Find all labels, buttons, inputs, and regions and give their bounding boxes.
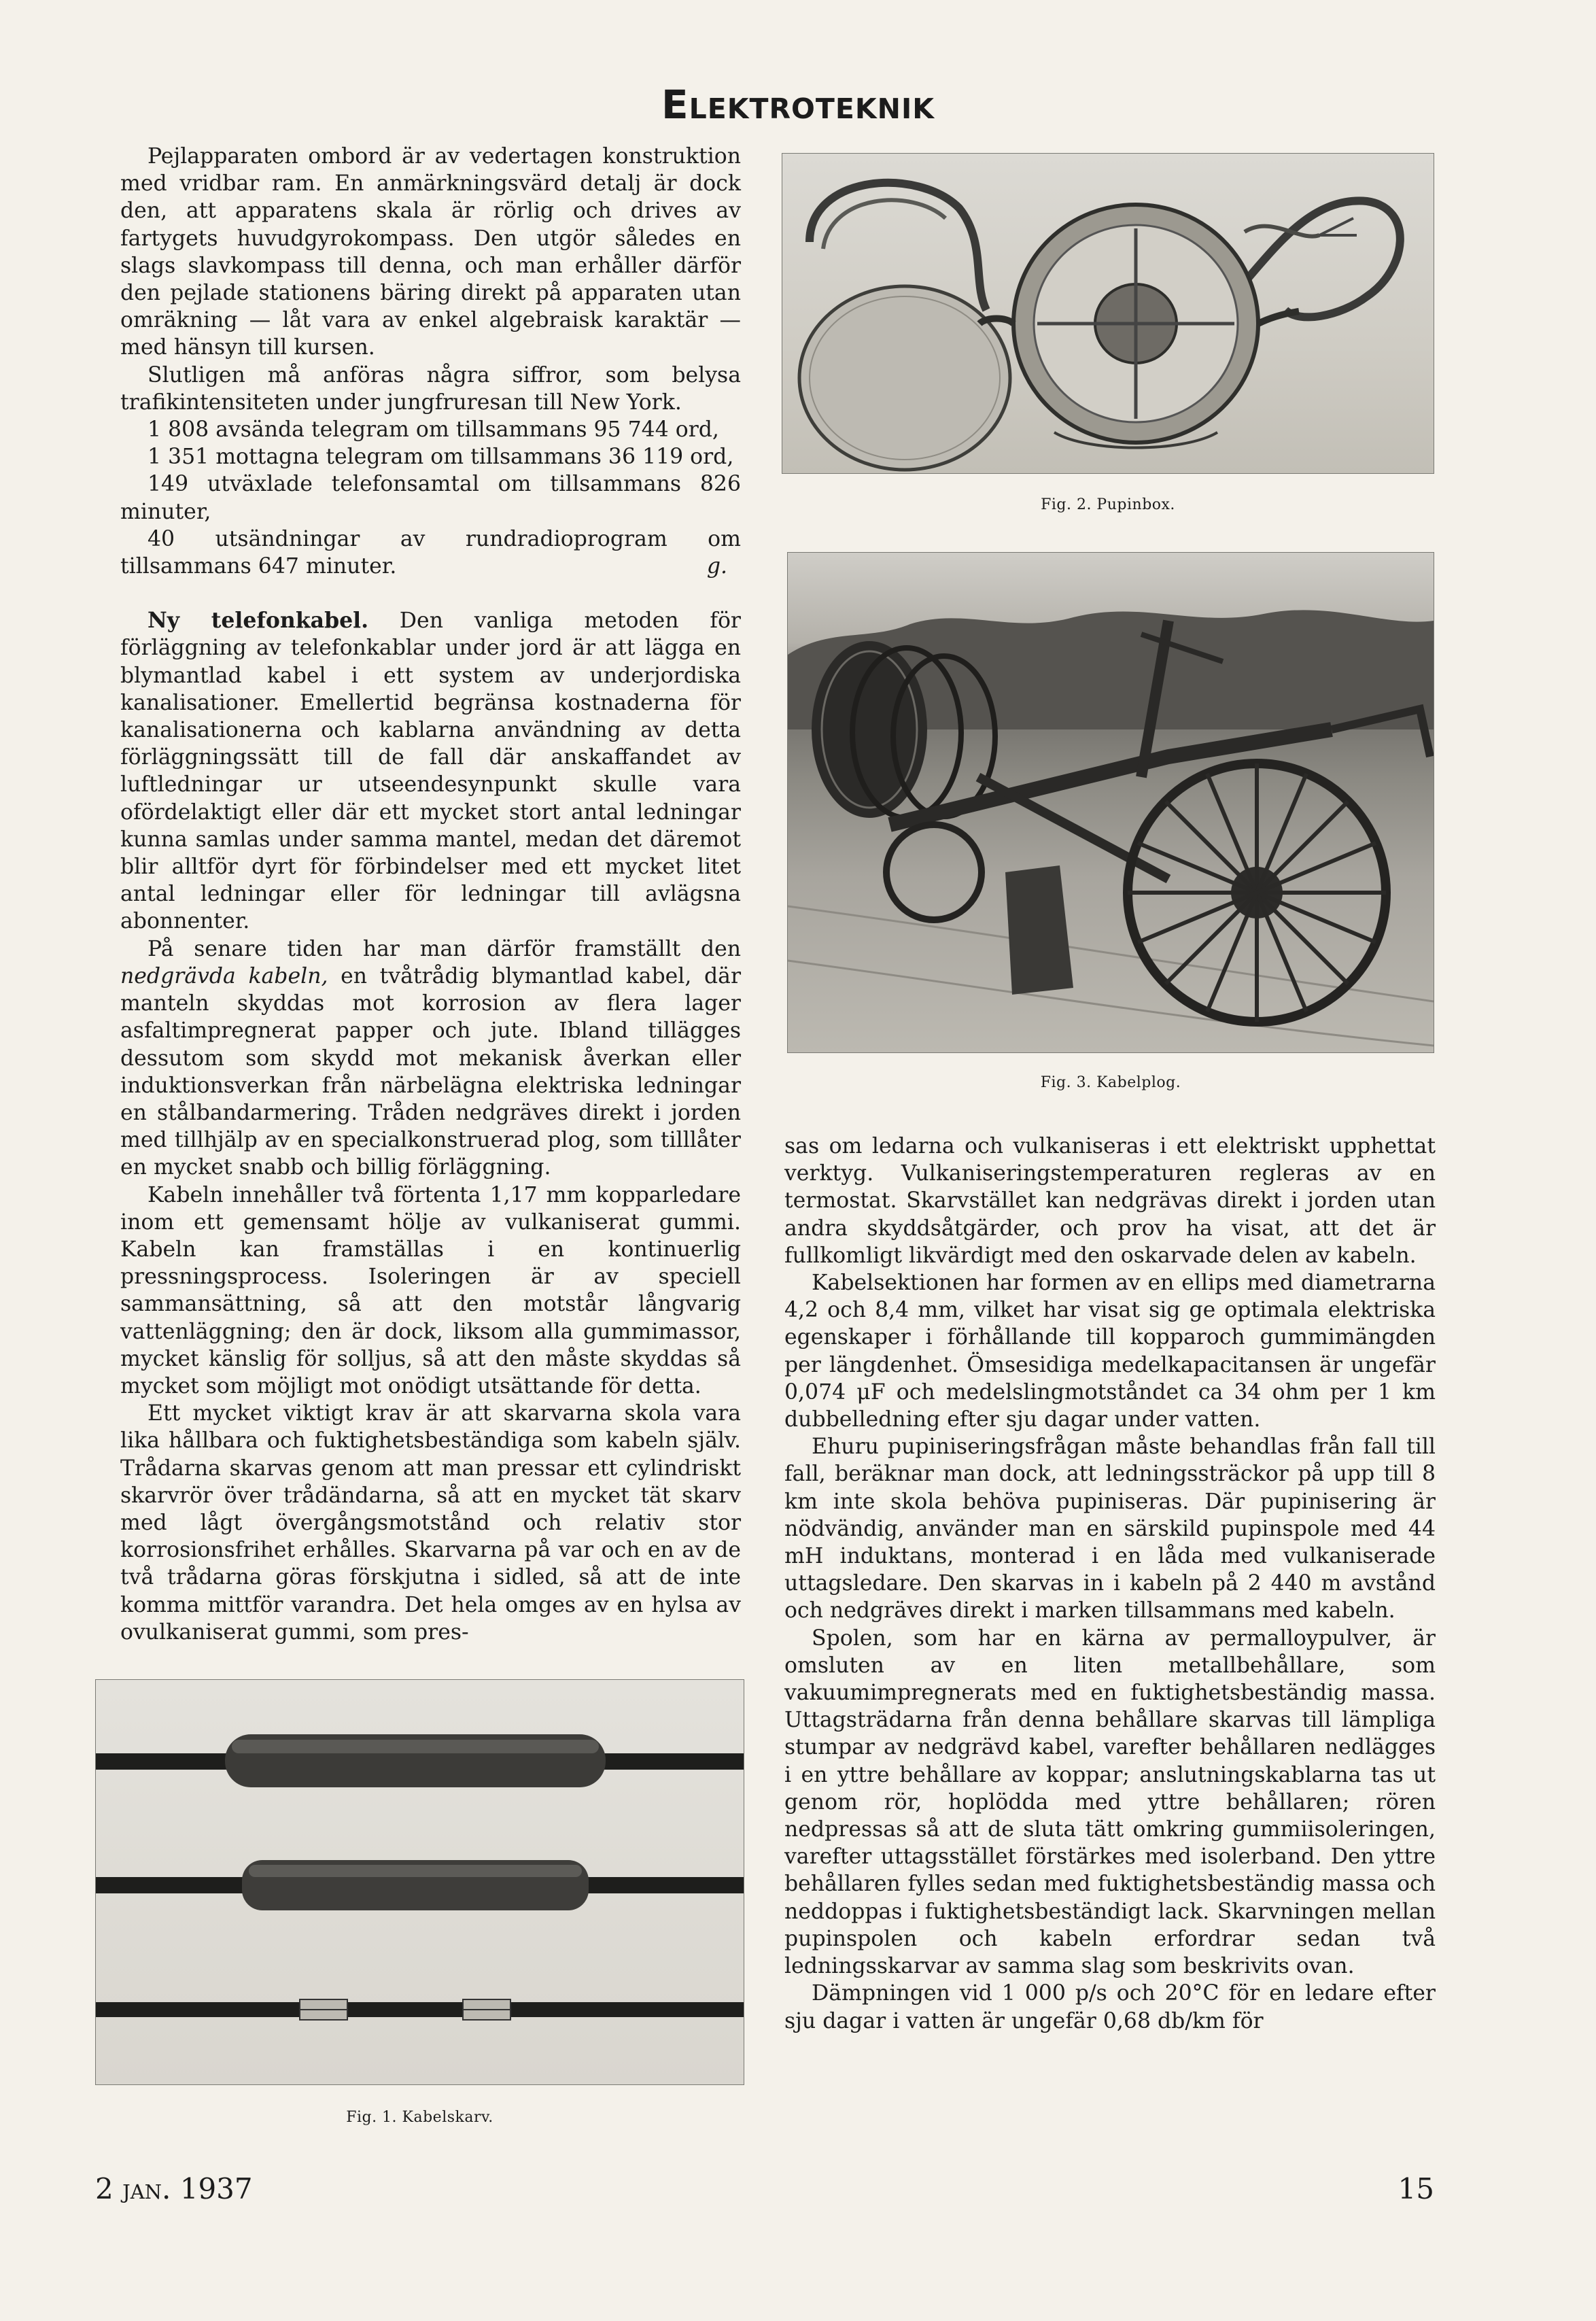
figure-pupinbox: [782, 153, 1434, 520]
stat-line-telegram-sent: 1 808 avsända telegram om tillsammans 95 744 ord,: [148, 417, 719, 443]
section-p1-text: Den vanliga metoden för förläggning av telefonkablar under jord är att lägga en blymantlad kabel i ett system av underjordiska kanalisationer. Emellertid begränsa kostnaderna för kanalisationerna och kablarna användning av detta förläggningssätt till de fall där anskaffandet av luftledningar ur utseendesynpunkt skulle vara ofördelaktigt eller där ett mycket stort antal ledningar kunna samlas under samma mantel, medan det däremot blir alltför dyrt för förbindelser med ett mycket litet antal ledningar eller för ledningar till avlägsna abonnenter.: [120, 608, 741, 934]
author-signature: g.: [706, 554, 727, 579]
header-title: Elektroteknik: [661, 82, 935, 128]
figure-kabelplog: [787, 552, 1434, 1106]
paragraph-kabelsektionen: Kabelsektionen har formen av en ellips med diametrarna 4,2 och 8,4 mm, vilket har visat sig ge optimala elektriska egenskaper i förhållande till kopparoch gummimängden per längdenhet. Ömsesidiga medelkapacitansen är ungefär 0,074 μF och medelslingmotståndet ca 34 ohm per 1 km dubbelledning efter sju dagar under vatten.: [784, 1271, 1436, 1432]
fig3-caption: Fig. 3. Kabelplog.: [1040, 1074, 1181, 1091]
figure-kabelskarv: [95, 1679, 744, 2142]
paragraph-dampningen: Dämpningen vid 1 000 p/s och 20°C för en ledare efter sju dagar i vatten är ungefär 0,68 db/km för: [784, 1981, 1436, 2033]
section-p2-before: På senare tiden har man därför framställt den: [148, 936, 741, 961]
footer-date-text: 2 jan. 1937: [95, 2172, 253, 2205]
paragraph-skarvarna: Ett mycket viktigt krav är att skarvarna skola vara lika hållbara och fuktighetsbeständiga som kabeln själv. Trådarna skarvas genom att man pressar ett cylindriskt skarvrör över trådändarna, så att en mycket tät skarv med lågt övergångsmotstånd och relativ stor korrosionsfrihet erhålles. Skarvarna på var och en av de två trådarna göras förskjutna i sidled, så att de inte komma mittför varandra. Det hela omges av en hylsa av ovulkaniserat gummi, som pres-: [120, 1401, 741, 1645]
pupinbox-drawing: [782, 154, 1434, 473]
kabelplog-drawing: [788, 553, 1434, 1052]
paragraph-pejlapparaten: Pejlapparaten ombord är av vedertagen konstruktion med vridbar ram. En anmärkningsvärd detalj är dock den, att apparatens skala är rörlig och drives av fartygets huvudgyrokompass. Den utgör således en slags slavkompass till denna, och man erhåller därför den pejlade stationens bäring direkt på apparaten utan omräkning — låt vara av enkel algebraisk karaktär — med hänsyn till kursen.: [120, 144, 741, 360]
page-header: [0, 82, 1596, 128]
stat-line-broadcasts: [120, 526, 741, 580]
stat-line-telegram-received: 1 351 mottagna telegram om tillsammans 36 119 ord,: [148, 445, 734, 470]
footer-page-number: [1398, 2172, 1434, 2205]
section-heading: Ny telefonkabel.: [148, 608, 369, 634]
fig2-caption: Fig. 2. Pupinbox.: [1041, 496, 1175, 513]
pupinbox-photo: [782, 153, 1434, 474]
paragraph-kabeln-innehaller: Kabeln innehåller två förtenta 1,17 mm kopparledare inom ett gemensamt hölje av vulkaniserat gummi. Kabeln kan framställas i en kontinuerlig pressningsprocess. Isoleringen är av speciell sammansättning, så att den motstår långvarig vattenläggning; den är dock, liksom alla gummimassor, mycket känslig för solljus, så att den måste skyddas så mycket som möjligt mot onödigt utsättande för detta.: [120, 1182, 741, 1398]
footer-date: [95, 2172, 253, 2205]
paragraph-spolen: Spolen, som har en kärna av permalloypulver, är omsluten av en liten metallbehållare, som vakuumimpregnerats med en fuktighetsbeständig massa. Uttagsträdarna från denna behållare skarvas till lämpliga stumpar av nedgrävd kabel, varefter behållaren nedlägges i en yttre behållare av koppar; anslutningskablarna tas ut genom rör, hoplödda med yttre behållaren; rören nedpressas så att de sluta tätt omkring gummiisoleringen, varefter uttagsstället förstärkes med isolerband. Den yttre behållaren fylles sedan med fuktighetsbeständig massa och neddoppas i fuktighetsbeständigt lack. Skarvningen mellan pupinspolen och kabeln erfordrar sedan två ledningsskarvar av samma slag som beskrivits ovan.: [784, 1626, 1436, 1979]
footer-page-text: 15: [1398, 2172, 1434, 2205]
stat-line-broadcasts-text: 40 utsändningar av rundradioprogram om tillsammans 647 minuter.: [120, 526, 741, 579]
left-column-top: [120, 143, 741, 1646]
paragraph-vulkaniseras: sas om ledarna och vulkaniseras i ett elektriskt upphettat verktyg. Vulkaniseringstemperaturen regleras av en termostat. Skarvstället kan nedgrävas direkt i jorden utan andra skyddsåtgärder, och prov ha visat, att det är fullkomligt likvärdigt med den oskarvade delen av kabeln.: [784, 1134, 1436, 1268]
kabelplog-photo: [787, 552, 1434, 1053]
kabelskarv-photo: [95, 1679, 744, 2085]
right-column: [784, 1133, 1436, 2035]
paragraph-ny-telefonkabel: [120, 607, 741, 935]
paragraph-nedgravda-kabeln: [120, 935, 741, 1182]
paragraph-pupinisering: Ehuru pupiniseringsfrågan måste behandlas från fall till fall, beräknar man dock, att ledningssträckor på upp till 8 km inte skola behöva pupiniseras. Där pupinisering är nödvändig, använder man en särskild pupinspole med 44 mH induktans, monterad i en låda med vulkaniserade uttagsledare. Den skarvas in i kabeln på 2 440 m avstånd och nedgräves direkt i marken tillsammans med kabeln.: [784, 1434, 1436, 1623]
section-p2-term: nedgrävda kabeln,: [120, 963, 328, 988]
fig1-caption: Fig. 1. Kabelskarv.: [346, 2109, 493, 2126]
section-p2-after: en tvåtrådig blymantlad kabel, där manteln skyddas mot korrosion av flera lager asfaltimpregnerat papper och jute. Ibland tillägges dessutom som skydd mot mekanisk åverkan eller induktionsverkan från närbelägna elektriska ledningar en stålbandarmering. Tråden nedgräves direkt i jorden med tillhjälp av en specialkonstruerad plog, som tilllåter en mycket snabb och billig förläggning.: [120, 963, 742, 1180]
paragraph-siffror: Slutligen må anföras några siffror, som belysa trafikintensiteten under jungfruresan till New York.: [120, 362, 741, 415]
kabelskarv-drawing: [96, 1680, 744, 2084]
stat-line-phone-calls: 149 utväxlade telefonsamtal om tillsammans 826 minuter,: [120, 472, 741, 524]
